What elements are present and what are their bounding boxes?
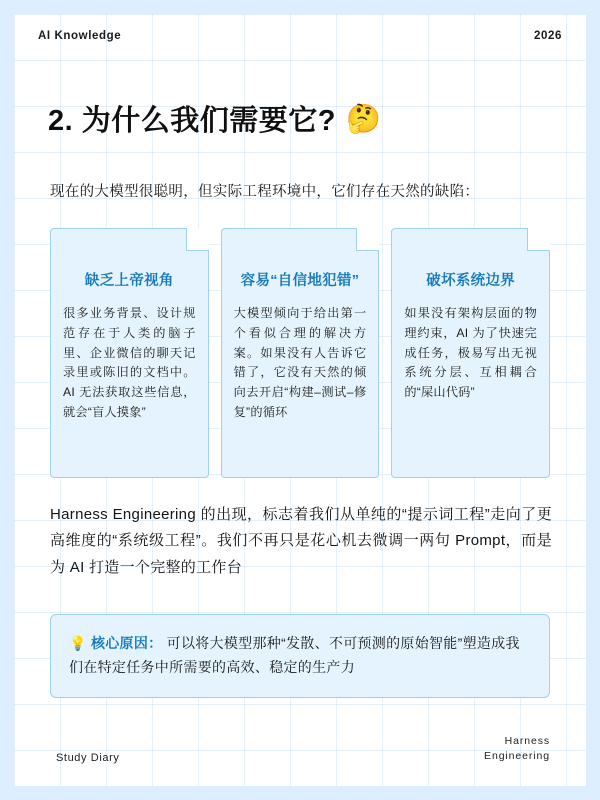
lightbulb-icon: 💡 (69, 635, 87, 651)
card-item (221, 228, 380, 478)
callout-text: 可以将大模型那种“发散、不可预测的原始智能”塑造成我们在特定任务中所需要的高效、稳定的生产力 (69, 635, 520, 676)
year-label: 2026 (534, 30, 562, 42)
page-title (48, 98, 556, 139)
page-header (38, 30, 562, 42)
page-footer (56, 734, 550, 764)
card-body: 如果没有架构层面的物理约束，AI 为了快速完成任务，极易写出无视系统分层、互相耦合的“屎山代码” (404, 306, 538, 400)
card-list (50, 228, 550, 478)
callout-label: 核心原因： (90, 635, 163, 651)
footer-right-label (484, 734, 550, 764)
card-body: 很多业务背景、设计规范存在于人类的脑子里、企业微信的聊天记录里或陈旧的文档中。AI 无法获取这些信息，就会“盲人摸象” (63, 306, 196, 419)
footer-left-label: Study Diary (56, 752, 120, 764)
thinking-face-icon: 🤔 (345, 102, 382, 134)
page-canvas (14, 14, 586, 786)
card-title: 容易“自信地犯错” (240, 273, 360, 289)
card-title: 破坏系统边界 (426, 273, 516, 289)
page-title-text: 2. 为什么我们需要它? (48, 105, 336, 137)
brand-label: AI Knowledge (38, 30, 122, 42)
footer-right-line2: Engineering (484, 749, 550, 762)
card-item (391, 228, 550, 478)
card-title: 缺乏上帝视角 (84, 273, 174, 289)
card-item (50, 228, 209, 478)
key-reason-callout (50, 614, 550, 698)
callout-content (69, 631, 531, 679)
lead-paragraph: 现在的大模型很聪明，但实际工程环境中，它们存在天然的缺陷： (50, 184, 480, 200)
body-paragraph: Harness Engineering 的出现，标志着我们从单纯的“提示词工程”走向了更高维度的“系统级工程”。我们不再只是花心机去微调一两句 Prompt，而是为 AI 打造一个完整的工作台 (50, 506, 552, 576)
card-body: 大模型倾向于给出第一个看似合理的解决方案。如果没有人告诉它错了，它没有天然的倾向去开启“构建–测试–修复”的循环 (233, 306, 367, 419)
footer-right-line1: Harness (504, 734, 550, 747)
